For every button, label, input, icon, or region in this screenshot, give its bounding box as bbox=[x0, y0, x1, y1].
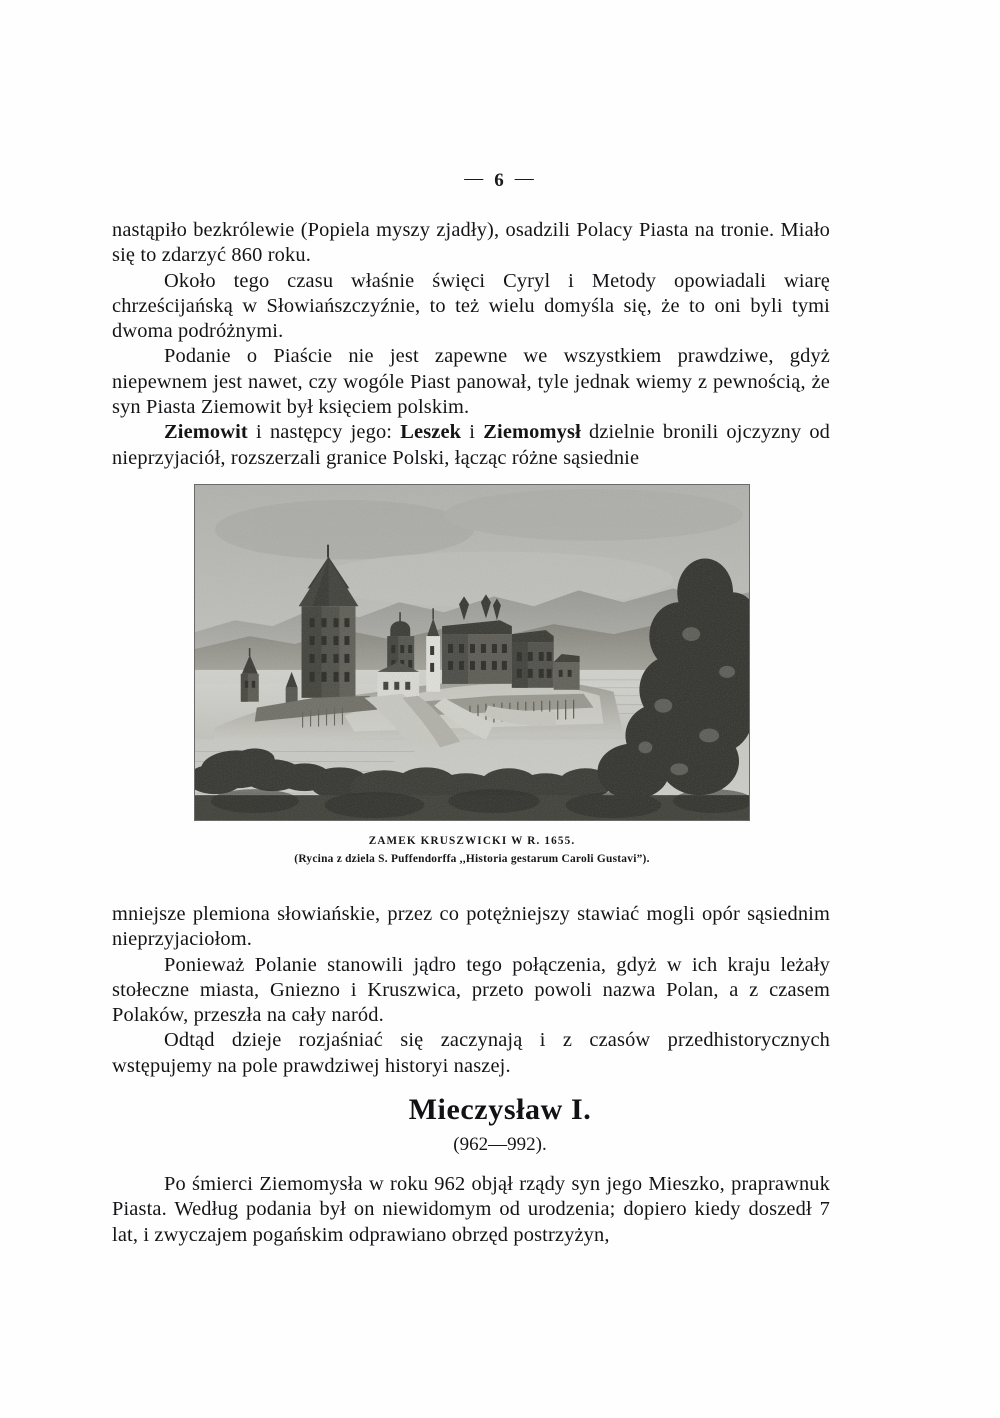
chapter-title: Mieczysław I. bbox=[408, 1093, 592, 1126]
body-text-final bbox=[112, 1172, 830, 1248]
paragraph: Ponieważ Polanie stanowili jądro tego połączenia, gdyż w ich kraju leżały stołeczne miasta, Gniezno i Kruszwica, przeto powoli nazwa Polan, a z czasem Polaków, przeszła na cały naród. bbox=[112, 953, 830, 1027]
page-folio bbox=[0, 170, 1000, 192]
paragraph-fragment: i następcy jego: bbox=[247, 421, 401, 444]
paragraph: Podanie o Piaście nie jest zapewne we wszystkiem prawdziwe, gdyż niepewnem jest nawet, czy wogóle Piast panował, tyle jednak wiemy z pewnością, że syn Piasta Ziemowit był księciem polskim. bbox=[112, 345, 830, 419]
paragraph: Odtąd dzieje rozjaśniać się zaczynają i z czasów przedhistorycznych wstępujemy na pole prawdziwej historyi naszej. bbox=[112, 1029, 830, 1077]
paragraph: Po śmierci Ziemomysła w roku 962 objął rządy syn jego Mieszko, praprawnuk Piasta. Według podania był on niewidomym od urodzenia; dopiero kiedy doszedł 7 lat, i zwyczajem pogańskim odprawiano obrzęd postrzyżyn, bbox=[112, 1173, 830, 1246]
chapter-reign-dates: (962—992). bbox=[453, 1134, 547, 1155]
figure-caption-title: ZAMEK KRUSZWICKI W R. 1655. bbox=[368, 835, 576, 847]
body-text-upper bbox=[112, 218, 830, 471]
paragraph-rulers bbox=[112, 420, 830, 471]
engraving-illustration bbox=[194, 484, 750, 821]
paragraph-fragment: dzielnie bronili ojczyzny od nieprzyjaciół, rozszerzali granice Polski, łącząc różne sąsiednie bbox=[112, 421, 831, 469]
ruler-name-ziemomysl: Ziemomysł bbox=[483, 421, 581, 444]
engraving-artwork bbox=[195, 485, 749, 820]
folio-dash-right: — bbox=[514, 168, 536, 189]
figure-caption bbox=[194, 834, 750, 867]
paragraph: nastąpiło bezkrólewie (Popiela myszy zjadły), osadzili Polacy Piasta na tronie. Miało się to zdarzyć 860 roku. bbox=[112, 219, 830, 267]
page-number: 6 bbox=[494, 170, 506, 191]
paragraph: mniejsze plemiona słowiańskie, przez co potężniejszy stawiać mogli opór sąsiednim nieprzyjaciołom. bbox=[112, 903, 830, 951]
paragraph: Około tego czasu właśnie święci Cyryl i Metody opowiadali wiarę chrześcijańską w Słowiańszczyźnie, to też wielu domyśla się, że to oni byli tymi dwoma podróżnymi. bbox=[112, 269, 830, 343]
paragraph-fragment: i bbox=[461, 421, 484, 444]
chapter-heading bbox=[0, 1092, 1000, 1158]
ruler-name-ziemowit: Ziemowit bbox=[164, 421, 248, 444]
ruler-name-leszek: Leszek bbox=[400, 421, 462, 444]
figure-zamek-kruszwicki bbox=[194, 484, 750, 867]
figure-caption-source: (Rycina z dziela S. Puffendorffa ,,Historia gestarum Caroli Gustavi”). bbox=[294, 853, 650, 865]
body-text-lower bbox=[112, 902, 830, 1079]
folio-dash-left: — bbox=[464, 168, 486, 189]
